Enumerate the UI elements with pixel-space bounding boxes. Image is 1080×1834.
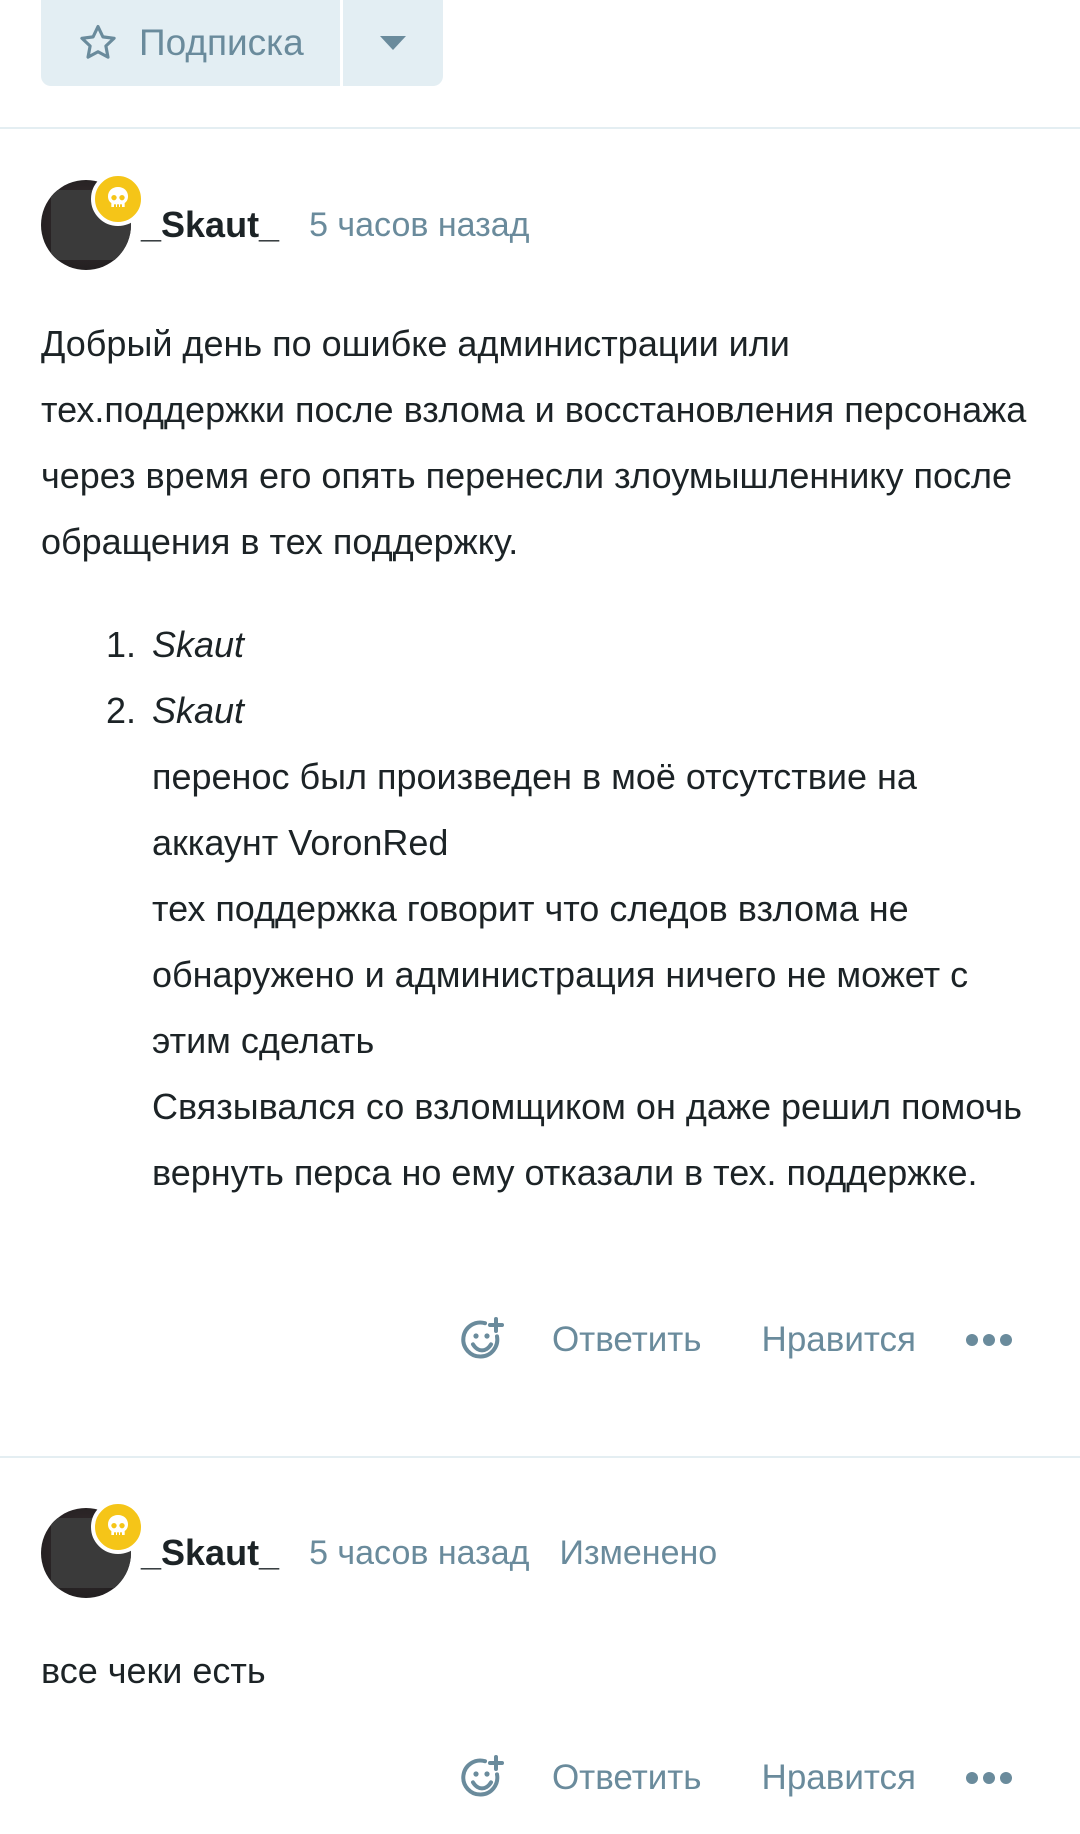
comment-actions <box>458 1310 1012 1370</box>
emoji-add-icon[interactable] <box>458 1754 506 1802</box>
list-item-line: перенос был произведен в моё отсутствие на аккаунт VoronRed <box>152 756 917 863</box>
comment-header <box>41 1508 717 1598</box>
emoji-add-icon[interactable] <box>458 1316 506 1364</box>
comment-actions <box>458 1748 1012 1808</box>
edited-label: Изменено <box>559 1533 718 1572</box>
comment-list <box>106 612 1026 1206</box>
divider <box>0 1456 1080 1458</box>
skull-icon <box>91 172 145 226</box>
list-number: 2. <box>106 690 137 731</box>
caret-down-icon <box>380 36 406 50</box>
comment-time[interactable]: 5 часов назад <box>309 205 530 244</box>
like-button[interactable]: Нравится <box>761 1758 916 1797</box>
subscribe-group <box>41 0 443 86</box>
comment-text: Добрый день по ошибке администрации или тех.поддержки после взлома и восстановления персонажа через время его опять перенесли злоумышленнику после обращения в тех поддержку. <box>41 323 1027 562</box>
comment-header <box>41 180 530 270</box>
list-item <box>106 612 1026 678</box>
comment-time[interactable]: 5 часов назад <box>309 1533 530 1572</box>
list-item-line: тех поддержка говорит что следов взлома не обнаружено и администрация ничего не может с этим сделать <box>152 888 969 1061</box>
author-name[interactable]: _Skaut_ <box>141 204 280 245</box>
divider <box>0 127 1080 129</box>
list-item-title: Skaut <box>152 624 245 665</box>
subscribe-dropdown-button[interactable] <box>343 0 443 86</box>
avatar[interactable] <box>41 1508 131 1598</box>
subscribe-label: Подписка <box>139 22 304 63</box>
list-item-title: Skaut <box>152 690 245 731</box>
more-dots-icon[interactable] <box>966 1772 1012 1784</box>
subscribe-button[interactable] <box>41 0 340 86</box>
reply-button[interactable]: Ответить <box>551 1758 702 1797</box>
comment-text: все чеки есть <box>41 1650 266 1691</box>
skull-icon <box>91 1500 145 1554</box>
author-name[interactable]: _Skaut_ <box>141 1532 280 1573</box>
list-item <box>106 678 1026 1206</box>
star-icon <box>77 22 119 64</box>
list-item-line: Связывался со взломщиком он даже решил помочь вернуть перса но ему отказали в тех. поддержке. <box>152 1086 1023 1193</box>
like-button[interactable]: Нравится <box>761 1320 916 1359</box>
list-number: 1. <box>106 624 137 665</box>
reply-button[interactable]: Ответить <box>551 1320 702 1359</box>
more-dots-icon[interactable] <box>966 1334 1012 1346</box>
avatar[interactable] <box>41 180 131 270</box>
